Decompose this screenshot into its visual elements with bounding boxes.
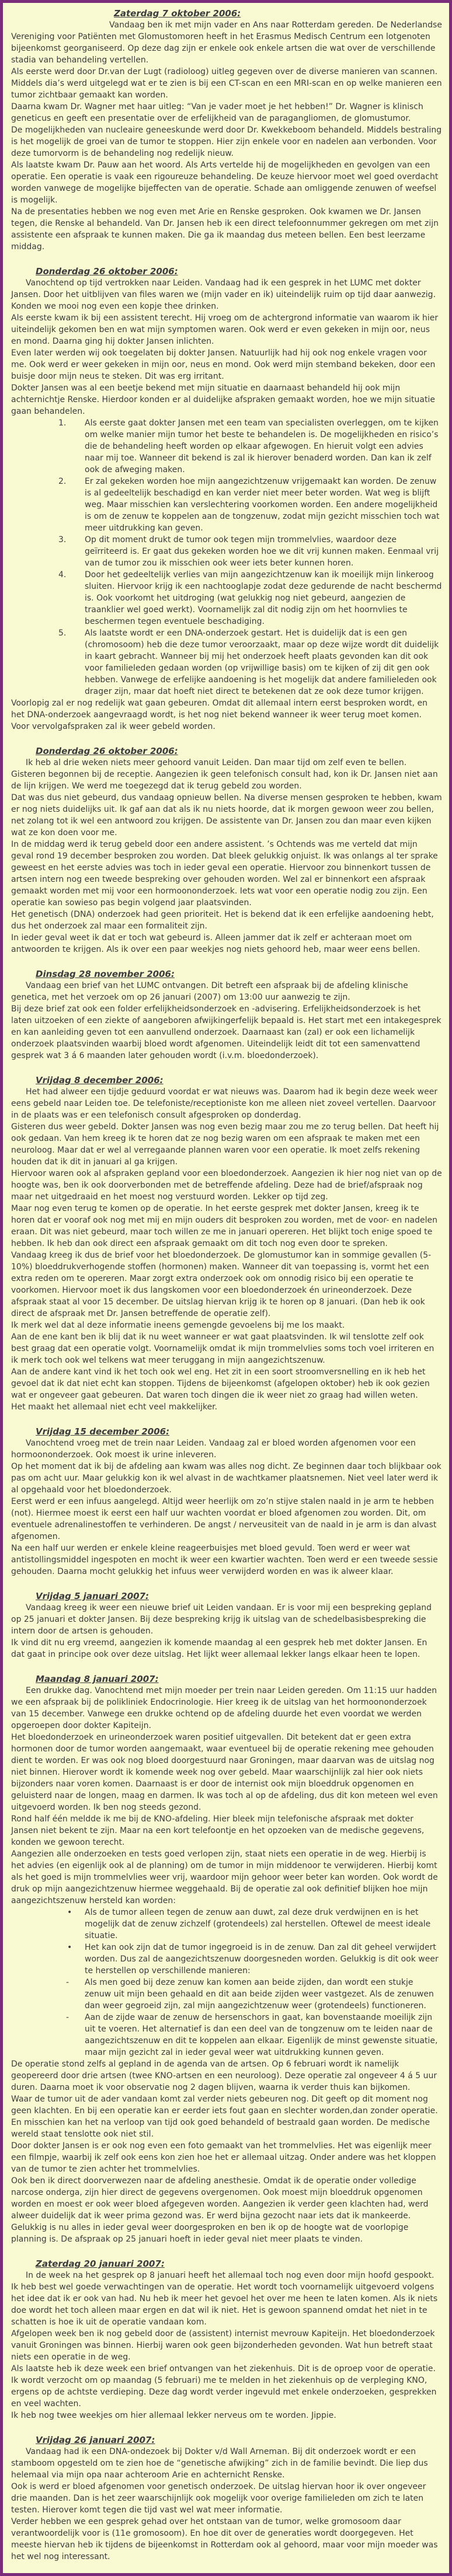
paragraph: Bij deze brief zat ook een folder erfelijkheidsonderzoek en -advisering. Erfelijkheidsonderzoek is het laten uitzoeken of een ziekte of aangeboren afwijkingerfelijk bepaald is. Het start met een intakegesprek en kan aanleiding geven tot een aanvullend onderzoek. Daarnaast kan (zal) er ook een lichamelijk onderzoek plaatsvinden waarbij bloed wordt afgenomen. Uiteindelijk leidt dit tot een samenvattend gesprek wat 3 á 6 maanden later gehouden wordt (i.v.m. bloedonderzoek). [11, 1004, 441, 1060]
entry-date: Maandag 8 januari 2007: [36, 1674, 159, 1684]
list-item-text: Er zal gekeken worden hoe mijn aangezichtzenuw vrijgemaakt kan worden. De zenuw is al gedeeltelijk beschadigd en kan verder niet meer beter worden. Wat weg is blijft weg. Maar misschien kan verslechtering voorkomen worden. Een andere mogelijkheid is om de zenuw te koppelen aan de tongzenuw, zodat mijn gezicht misschien toch wat meer uitdrukking kan geven. [85, 477, 440, 533]
diary-entry [11, 1673, 442, 2245]
paragraph: Door dokter Jansen is er ook nog even een foto gemaakt van het trommelvlies. Het was eigenlijk meer een filmpje, waarbij ik zelf ook eens kon zien hoe het er allemaal uitzag. Onder andere was het kloppen van de tumor te zien achter het trommelvlies. [11, 2141, 436, 2174]
entry-date: Dinsdag 28 november 2006: [36, 969, 175, 979]
list-marker: 3. [58, 535, 67, 544]
list-marker: - [66, 1978, 69, 1987]
paragraph: Daarna kwam Dr. Wagner met haar uitleg: “Van je vader moet je het hebben!” Dr. Wagner is klinisch geneticus en geeft een presentatie over de erfelijkheid van de paragangliomen, de glomustumor. [11, 102, 423, 123]
paragraph: Op het moment dat ik bij de afdeling aan kwam was alles nog dicht. Ze beginnen daar toch blijkbaar ook pas om acht uur. Maar gelukkig kon ik wel alvast in de wachtkamer plaatsnemen. Niet veel later werd ik al opgehaald voor het bloedonderzoek. [11, 1462, 441, 1495]
list-item-text: Als eerste gaat dokter Jansen met een team van specialisten overleggen, om te kijken om welke manier mijn tumor het beste te behandelen is. De mogelijkheden en risico’s die de behandeling heeft worden op elkaar afgewogen. En hieruit volgt een advies naar mij toe. Wanneer dit bekend is zal ik hierover benaderd worden. Dan kan ik zelf ook de afweging maken. [85, 418, 439, 474]
entry-date: Donderdag 26 oktober 2006: [36, 746, 178, 756]
paragraph: Hiervoor waren ook al afspraken gepland voor een bloedonderzoek. Aangezien ik hier nog niet van op de hoogte was, ben ik ook doorverbonden met de betreffende afdeling. Deze had de brief/afspraak nog maar net uitgedraaid en het moest nog verstuurd worden. Lekker op tijd zeg. [11, 1169, 442, 1202]
list-item-text: Als men goed bij deze zenuw kan komen aan beide zijden, dan wordt een stukje zenuw uit mijn been gehaald en dit aan beide zijden weer vastgezet. Als de zenuwen dan weer gegroeid zijn, zal mijn aangezichtzenuw weer (grotendeels) functioneren. [85, 1978, 434, 2010]
list-item-text: Aan de zijde waar de zenuw de hersenschors in gaat, kan bovenstaande moeilijk zijn uit te voeren. Het alternatief is dan een deel van de tongzenuw om te leiden naar de aangezichtszenuw en dit te koppelen aan elkaar. Eigenlijk de minst gewenste situatie, maar mijn gezicht zal in ieder geval weer wat uitdrukking kunnen geven. [85, 2013, 438, 2057]
diary-entry [11, 1426, 442, 1577]
paragraph: Het had alweer een tijdje geduurd voordat er wat nieuws was. Daarom had ik begin deze week weer eens gebeld naar Leiden toe. De telefoniste/receptioniste kon me alleen niet zoveel vertellen. Daarvoor in de plaats was er een telefonisch consult afgesproken op donderdag. [11, 1087, 438, 1120]
paragraph: Verder hebben we een gesprek gehad over het ontstaan van de tumor, welke gromosoom daar verantwoordelijk voor is (11e gromosoom). En hoe dit over de generaties wordt doorgegeven. Het meeste hiervan heb ik tijdens de bijeenkomst in Rotterdam ook al gehoord, maar voor mijn moeder was het wel nog interessant. [11, 2517, 438, 2561]
paragraph: Als laatste kwam Dr. Pauw aan het woord. Als Arts vertelde hij de mogelijkheden en gevolgen van een operatie. Een operatie is vaak een rigoureuze behandeling. De keuze hiervoor moet wel goed overdacht worden vanwege de mogelijke bijeffecten van de operatie. Schade aan omliggende zenuwen of weefsel is mogelijk. [11, 160, 439, 205]
paragraph: Gelukkig is nu alles in ieder geval weer doorgesproken en ben ik op de hoogte wat de voorlopige planning is. De afspraak op 25 januari hoeft in ieder geval niet meer plaats te vinden. [11, 2223, 409, 2244]
list-item [11, 476, 442, 534]
list [11, 1907, 442, 2058]
list-item-text: Het kan ook zijn dat de tumor ingegroeid is in de zenuw. Dan zal dit geheel verwijdert worden. Dus zal de aangezichtszenuw doorgesneden worden. Gelukkig is dit ook weer te herstellen op verschillende manieren: [85, 1943, 439, 1975]
paragraph: Vandaag kreeg ik dus de brief voor het bloedonderzoek. De glomustumor kan in sommige gevallen (5-10%) bloeddrukverhogende stoffen (hormonen) maken. Wanneer dit van toepassing is, vormt het een extra reden om te opereren. Maar zorgt extra onderzoek ook om onnodig risico bij een operatie te voorkomen. Hiervoor moet ik dus langskomen voor een bloedonderzoek én urineonderzoek. Deze afspraak staat al voor 15 december. De uitslag hiervan krijg ik te horen op 8 januari. (Dan heb ik ook direct de afspraak met Dr. Jansen betreffende de operatie zelf). [11, 1251, 432, 1318]
paragraph: Na de presentaties hebben we nog even met Arie en Renske gesproken. Ook kwamen we Dr. Jansen tegen, die Renske al behandeld. Van Dr. Jansen heb ik een direct telefoonnummer gekregen om met zijn assistente een afspraak te kunnen maken. Die ga ik maandag dus meteen bellen. Een best leerzame middag. [11, 207, 439, 252]
paragraph: Gisteren dus weer gebeld. Dokter Jansen was nog even bezig maar zou me zo terug bellen. Dat heeft hij ook gedaan. Van hem kreeg ik te horen dat ze nog bezig waren om een afspraak te maken met een neuroloog. Maar dat er wel al verregaande plannen waren voor een operatie. Ik moet zelfs rekening houden dat ik dit in januari al ga krijgen. [11, 1122, 439, 1167]
paragraph: Het genetisch (DNA) onderzoek had geen prioriteit. Het is bekend dat ik een erfelijke aandoening hebt, dus het onderzoek zal maar een formaliteit zijn. [11, 910, 434, 931]
paragraph: Vandaag ben ik met mijn vader en Ans naar Rotterdam gereden. De Nederlandse Vereniging voor Patiënten met Glomustomoren heeft in het Erasmus Medisch Centrum een lotgenoten bijeenkomst georganiseerd. Op deze dag zijn er enkele ook enkele artsen die wat over de verschillende stadia van behandeling vertellen. [11, 20, 442, 65]
list-marker: 5. [58, 629, 67, 638]
paragraph: Als eerste werd door Dr.van der Lugt (radioloog) uitleg gegeven over de diverse manieren van scannen. Middels dia’s werd uitgelegd wat er te zien is bij een CT-scan en een MRI-scan en op welke manieren een tumor zichtbaar gemaakt kan worden. [11, 67, 442, 100]
paragraph: Even later werden wij ook toegelaten bij dokter Jansen. Natuurlijk had hij ook nog enkele vragen voor me. Ook werd er weer gekeken in mijn oor, neus en mond. Ook werd mijn stemband bekeken, door een buisje door mijn neus te steken. Dit was erg irritant. [11, 348, 436, 381]
diary-entry [11, 2434, 442, 2563]
paragraph: In de week na het gesprek op 8 januari heeft het allemaal toch nog even door mijn hoofd gespookt. Ik heb best wel goede verwachtingen van de operatie. Het wordt toch voornamelijk uitgevoerd volgens het idee dat ik er ook van had. Nu heb ik meer het gevoel het over me heen te laten komen. Als ik niets doe wordt het toch alleen maar ergen en dat wil ik niet. Het is gewoon spannend omdat het niet in te schatten is hoe ik uit de operatie vandaan kom. [11, 2271, 438, 2327]
diary-entry [11, 1074, 442, 1413]
paragraph: Maar nog even terug te komen op de operatie. In het eerste gesprek met dokter Jansen, kreeg ik te horen dat er vooraf ook nog met mij en mijn ouders dit besproken zou worden, met de voor- en nadelen eraan. Dit was niet gebeurd, maar toch willen ze me in januari opereren. Het blijkt toch enige spoed te hebben. Ik heb dan ook direct een afspraak gemaakt om dit toch nog even door te spreken. [11, 1204, 437, 1248]
list [11, 417, 442, 697]
entry-date: Vrijdag 15 december 2006: [36, 1426, 170, 1437]
paragraph: Ook is werd er bloed afgenomen voor genetisch onderzoek. De uitslag hiervan hoor ik over ongeveer drie maanden. Dan is het zeer waarschijnlijk ook mogelijk voor overige familieleden om zich te laten testen. Hierover komt tegen die tijd vast wel wat meer informatie. [11, 2482, 426, 2515]
list-item-text: Door het gedeeltelijk verlies van mijn aangezichtzenuw kan ik moeilijk mijn linkeroog sluiten. Hiervoor krijg ik een nachtooglapje zodat deze gedurende de nacht beschermd is. Ook voorkomt het uitdroging (wat gelukkig nog niet gebeurd, aangezien de traanklier wel goed werkt). Voornamelijk zal dit nodig zijn om het hoornvlies te beschermen tegen eventuele beschadiging. [85, 570, 442, 626]
list-item-text: Als laatste wordt er een DNA-onderzoek gestart. Het is duidelijk dat is een gen (chromosoom) heb die deze tumor veroorzaakt, maar op deze wijze wordt dit duidelijk in kaart gebracht. Wanneer bij mij het onderzoek heeft plaats gevonden kan dit ook voor familieleden gedaan worden (op vrijwillige basis) om te kijken of zij dit gen ook hebben. Vanwege de erfelijke aandoening is het mogelijk dat andere familieleden ook drager zijn, maar dat hoeft niet direct te betekenen dat ze ook deze tumor krijgen. [85, 629, 439, 696]
list-item [11, 1907, 442, 1942]
diary-entry [11, 2258, 442, 2421]
list-marker: 1. [58, 418, 67, 428]
list-marker: - [66, 2013, 69, 2022]
list-item-text: Op dit moment drukt de tumor ook tegen mijn trommelvlies, waardoor deze geïrriteerd is. Er gaat dus gekeken worden hoe we dit vrij kunnen maken. Eenmaal vrij van de tumor zou ik misschien ook weer iets beter kunnen horen. [85, 535, 439, 568]
paragraph: De mogelijkheden van nucleaire geneeskunde werd door Dr. Kwekkeboom behandeld. Middels bestraling is het mogelijk de groei van de tumor te stoppen. Hier zijn enkele voor en nadelen aan verbonden. Voor deze tumorvorm is de behandeling nog redelijk nieuw. [11, 125, 442, 158]
paragraph: Het maakt het allemaal niet echt veel makkelijker. [11, 1402, 218, 1412]
list-item [11, 569, 442, 627]
entry-date: Vrijdag 26 januari 2007: [36, 2435, 155, 2445]
paragraph: Voorlopig zal er nog redelijk wat gaan gebeuren. Omdat dit allemaal intern eerst besproken wordt, en het DNA-onderzoek aangevraagd wordt, is het nog niet bekend wanneer ik weer terug moet komen. Voor vervolgafspraken zal ik weer gebeld worden. [11, 699, 427, 731]
list-item [11, 534, 442, 569]
paragraph: Als eerste kwam ik bij een assistent terecht. Hij vroeg om de achtergrond informatie van waarom ik hier uiteindelijk gekomen ben en wat mijn symptomen waren. Ook werd er even gekeken in mijn oor, neus en mond. Daarna ging hij dokter Jansen inlichten. [11, 313, 439, 346]
paragraph: Ook ben ik direct doorverwezen naar de afdeling anesthesie. Omdat ik de operatie onder volledige narcose onderga, zijn hier direct de gegevens overgenomen. Ook moest mijn bloeddruk opgenomen worden en moest er ook weer bloed afgegeven worden. Aangezien ik verder geen klachten had, werd alweer duidelijk dat ik weer prima gezond was. Er werd bijna gezocht naar iets dat ik mankeerde. [11, 2176, 429, 2221]
entry-date: Zaterdag 20 januari 2007: [36, 2259, 165, 2269]
paragraph: Dokter Jansen was al een beetje bekend met mijn situatie en daarnaast behandeld hij ook mijn achternichtje Renske. Hierdoor konden er al duidelijke afspraken gemaakt worden, hoe we mijn situatie gaan behandelen. [11, 383, 435, 416]
paragraph: Als laatste heb ik deze week een brief ontvangen van het ziekenhuis. Dit is de oproep voor de operatie. Ik wordt verzocht om op maandag (5 februari) me te melden in het ziekenhuis op de verpleging KNO, ergens op de achtste verdieping. Deze dag wordt verder ingevuld met enkele onderzoeken, gesprekken en veel wachten. [11, 2364, 437, 2409]
paragraph: Vandaag had ik een DNA-ondezoek bij Dokter v/d Wall Arneman. Bij dit onderzoek wordt er een stamboom opgesteld om te zien hoe de “genetische afwijking” zich in de familie bevindt. Die liep dus helemaal via mijn opa naar achteroom Arie en achternicht Renske. [11, 2447, 428, 2480]
diary-entry [11, 968, 442, 1062]
entry-date: Donderdag 26 oktober 2006: [36, 266, 178, 277]
entry-date: Zaterdag 7 oktober 2006: [114, 8, 241, 19]
diary-entry [11, 8, 442, 253]
paragraph: Na een half uur werden er enkele kleine reageerbuisjes met bloed gevuld. Toen werd er weer wat antistollingsmiddel ingespoten en mocht ik weer een kwartier wachten. Toen werd er een tweede sessie gehouden. Daarna mocht gelukkig het infuus weer verwijderd worden en was ik alweer klaar. [11, 1544, 438, 1576]
paragraph: Vanochtend vroeg met de trein naar Leiden. Vandaag zal er bloed worden afgenomen voor een hormoononderzoek. Ook moest ik urine inleveren. [11, 1439, 416, 1460]
paragraph: Vandaag kreeg ik weer een nieuwe brief uit Leiden vandaan. Er is voor mij een bespreking gepland op 25 januari et dokter Jansen. Bij deze bespreking krijg ik uitslag van de schedelbasisbespreking die intern door de artsen is gehouden. [11, 1603, 432, 1636]
paragraph: In ieder geval weet ik dat er toch wat gebeurd is. Alleen jammer dat ik zelf er achteraan moet om antwoorden te krijgen. Als ik over een paar weekjes nog niets gehoord heb, maar weer eens bellen. [11, 933, 420, 954]
list-item [11, 627, 442, 697]
list-item [11, 417, 442, 476]
list-marker: 4. [58, 570, 67, 580]
paragraph: Ik vind dit nu erg vreemd, aangezien ik komende maandag al een gesprek heb met dokter Jansen. En dat gaat in principe ook over deze uitslag. Het lijkt weer allemaal lekker langs elkaar heen te lopen. [11, 1638, 427, 1659]
diary-entry [11, 266, 442, 732]
paragraph: De operatie stond zelfs al gepland in de agenda van de artsen. Op 6 februari wordt ik namelijk geopereerd door drie artsen (twee KNO-artsen en een neuroloog). Deze operatie zal ongeveer 4 á 5 uur duren. Daarna moet ik voor observatie nog 2 dagen blijven, waarna ik verder thuis kan bijkomen. [11, 2060, 437, 2092]
paragraph: Rond half één meldde ik me bij de KNO-afdeling. Hier bleek mijn telefonische afspraak met dokter Jansen niet bekent te zijn. Maar na een kort telefoontje en het opzoeken van de medische gegevens, konden we gewoon terecht. [11, 1814, 425, 1847]
list-item [11, 1942, 442, 1977]
paragraph: Ik heb al drie weken niets meer gehoord vanuit Leiden. Dan maar tijd om zelf even te bellen. Gisteren begonnen bij de receptie. Aangezien ik geen telefonisch consult had, kon ik Dr. Jansen niet aan de lijn krijgen. We werd me toegezegd dat ik terug gebeld zou worden. [11, 758, 438, 791]
paragraph: Dat was dus niet gebeurd, dus vandaag opnieuw bellen. Na diverse mensen gesproken te hebben, kwam er nog niets duidelijks uit. Ik gaf aan dat als ik nu niets hoorde, dat ik morgen gewoon weer zou bellen, net zolang tot ik wel een antwoord zou krijgen. De assistente van Dr. Jansen zou dan maar even kijken wat ze kon doen voor me. [11, 793, 442, 837]
list-item [11, 1977, 442, 2012]
diary-entry [11, 745, 442, 955]
paragraph: Aan de andere kant vind ik het toch ook wel eng. Het zit in een soort stroomversnelling en ik heb het gevoel dat ik dat niet echt kan stoppen. Tijdens de bijeenkomst (afgelopen oktober) heb ik ook gezien wat er ongeveer gaat gebeuren. Dat waren toch dingen die ik weer niet zo graag had willen weten. [11, 1367, 430, 1400]
diary-entry [11, 1590, 442, 1660]
paragraph: Ik heb nog twee weekjes om hier allemaal lekker nerveus om te worden. Jippie. [11, 2411, 336, 2420]
paragraph: Vandaag een brief van het LUMC ontvangen. Dit betreft een afspraak bij de afdeling klinische genetica, met het verzoek om op 26 januari (2007) om 13:00 uur aanwezig te zijn. [11, 981, 408, 1002]
paragraph: Aangezien alle onderzoeken en tests goed verlopen zijn, staat niets een operatie in de weg. Hierbij is het advies (en eigenlijk ook al de planning) om de tumor in mijn middenoor te verwijderen. Hierbij komt als het goed is mijn trommelvlies weer vrij, waardoor mijn gehoor weer beter kan worden. Ook wordt de druk op mijn aangezichtzenuw hiermee weggehaald. Bij de operatie zal ook definitief blijken hoe mijn aangezichtszenuw hersteld kan worden: [11, 1849, 438, 1905]
entry-date: Vrijdag 8 december 2006: [36, 1075, 164, 1085]
paragraph: Waar de tumor uit de ader vandaan komt zal verder niets gebeuren nog. Dit geeft op dit moment nog geen klachten. En bij een operatie kan er eerder iets fout gaan en slechter worden,dan zonder operatie. En misschien kan het na verloop van tijd ook goed behandeld of bestraald gaan worden. De medische wereld staat tenslotte ook niet stil. [11, 2095, 438, 2139]
paragraph: In de middag werd ik terug gebeld door een andere assistent. ’s Ochtends was me verteld dat mijn geval rond 19 december besproken zou worden. Dat bleek gelukkig onjuist. Ik was onlangs al ter sprake geweest en het eerste advies was toch in ieder geval een operatie. Hiervoor zou binnenkort tussen de artsen intern nog een tweede bespreking over gehouden worden. Wel zal er binnenkort een afspraak gemaakt worden met mij voor een hormoononderzoek. Iets wat voor een operatie nodig zou zijn. Een operatie kan sowieso pas begin volgend jaar plaatsvinden. [11, 840, 438, 907]
paragraph: Een drukke dag. Vanochtend met mijn moeder per trein naar Leiden gereden. Om 11:15 uur hadden we een afspraak bij de polikliniek Endocrinologie. Hier kreeg ik de uitslag van het hormoononderzoek van 15 december. Vanwege een drukke ochtend op de afdeling duurde het even voordat we werden opgeroepen door dokter Kapiteijn. [11, 1686, 437, 1730]
list-item-text: Als de tumor alleen tegen de zenuw aan duwt, zal deze druk verdwijnen en is het mogelijk dat de zenuw zichzelf (grotendeels) zal herstellen. Oftewel de meest ideale situatie. [85, 1908, 431, 1940]
list-marker: • [67, 1908, 72, 1917]
list-marker: • [67, 1943, 72, 1952]
paragraph: Aan de ene kant ben ik blij dat ik nu weet wanneer er wat gaat plaatsvinden. Ik wil tenslotte zelf ook best graag dat een operatie volgt. Voornamelijk omdat ik mijn trommelvlies soms toch voel irriteren en ik merk toch ook wel telkens wat meer teruggang in mijn aangezichtszenuw. [11, 1332, 434, 1365]
paragraph: Het bloedonderzoek en urineonderzoek waren positief uitgevallen. Dit betekent dat er geen extra hormonen door de tumor worden aangemaakt, waar eventueel bij de operatie rekening mee gehouden dient te worden. Er was ook nog bloed doorgestuurd naar Groningen, maar daarvan was de uitslag nog niet binnen. Hierover wordt ik komende week nog over gebeld. Maar waarschijnlijk zal hier ook niets bijzonders naar voren komen. Daarnaast is er door de internist ook mijn bloeddruk opgenomen en geluisterd naar de longen, maag en darmen. Ik was toch al op de afdeling, dus dit kon meteen wel even uitgevoerd worden. Ik ben nog steeds gezond. [11, 1733, 438, 1812]
paragraph: Afgelopen week ben ik nog gebeld door de (assistent) internist mevrouw Kapiteijn. Het bloedonderzoek vanuit Groningen was binnen. Hierbij waren ook geen bijzonderheden gevonden. Wat hun betreft staat niets een operatie in de weg. [11, 2329, 435, 2362]
entry-date: Vrijdag 5 januari 2007: [36, 1591, 149, 1601]
paragraph: Vanochtend op tijd vertrokken naar Leiden. Vandaag had ik een gesprek in het LUMC met dokter Jansen. Door het uitblijven van files waren we (mijn vader en ik) uiteindelijk ruim op tijd daar aanwezig. Konden we mooi nog even een kopje thee drinken. [11, 278, 436, 311]
entries [11, 8, 442, 2563]
list-marker: 2. [58, 477, 67, 486]
paragraph: Eerst werd er een infuus aangelegd. Altijd weer heerlijk om zo’n stijve stalen naald in je arm te hebben (not). Hiermee moest ik eerst een half uur wachten voordat er bloed afgenomen zou worden. Dit, om eventuele adrenalinestoffen te verhinderen. De angst / nerveusiteit van de naald in je arm is dan alvast afgenomen. [11, 1497, 437, 1541]
paragraph: Ik merk wel dat al deze informatie ineens gemengde gevoelens bij me los maakt. [11, 1321, 345, 1330]
list-item [11, 2012, 442, 2058]
